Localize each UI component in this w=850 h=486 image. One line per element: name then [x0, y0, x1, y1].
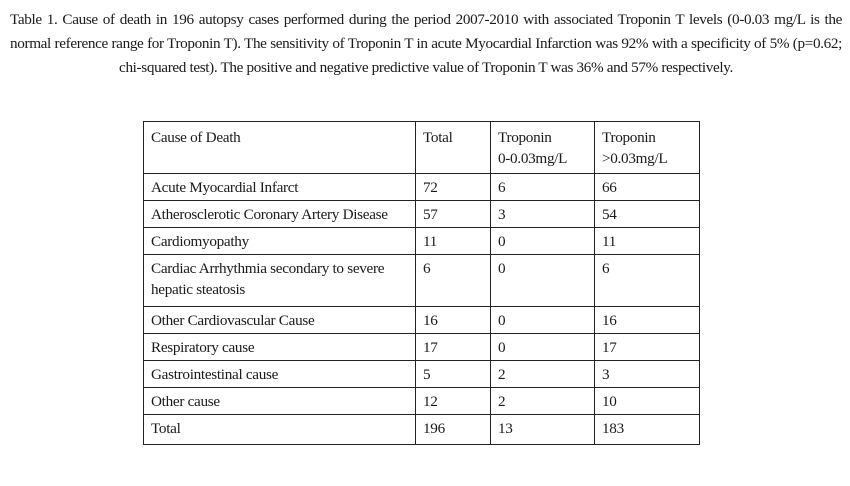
header-total — [416, 122, 491, 174]
table-row — [144, 307, 700, 334]
header-troponin-normal-line2: 0-0.03mg/L — [498, 150, 568, 167]
cell-troponin-normal: 0 — [491, 334, 595, 361]
cell-troponin-normal: 6 — [491, 174, 595, 201]
table-total-row — [144, 415, 700, 445]
total-troponin-elevated: 183 — [595, 415, 700, 445]
cell-troponin-elevated: 11 — [595, 228, 700, 255]
header-cause — [144, 122, 416, 174]
cell-troponin-elevated: 16 — [595, 307, 700, 334]
cell-total: 11 — [416, 228, 491, 255]
table-row — [144, 201, 700, 228]
header-troponin-elevated — [595, 122, 700, 174]
header-cause-label: Cause of Death — [151, 129, 241, 146]
cell-troponin-elevated: 54 — [595, 201, 700, 228]
total-troponin-normal: 13 — [491, 415, 595, 445]
cell-troponin-elevated: 66 — [595, 174, 700, 201]
cell-troponin-elevated: 17 — [595, 334, 700, 361]
cell-troponin-normal: 0 — [491, 307, 595, 334]
cell-cause: Acute Myocardial Infarct — [144, 174, 416, 201]
table-row — [144, 228, 700, 255]
cell-troponin-elevated: 10 — [595, 388, 700, 415]
cell-cause: Atherosclerotic Coronary Artery Disease — [144, 201, 416, 228]
cell-total: 12 — [416, 388, 491, 415]
cell-total: 5 — [416, 361, 491, 388]
cell-cause — [144, 255, 416, 307]
results-table — [143, 121, 700, 445]
cell-troponin-elevated: 6 — [595, 255, 700, 307]
header-total-label: Total — [423, 129, 453, 146]
cell-total: 6 — [416, 255, 491, 307]
caption-text: Table 1. Cause of death in 196 autopsy cases performed during the period 2007-2010 with associated Troponin T levels (0-0.03 mg/L is the normal reference range for Troponin T). The sensitivity of Troponin T in acute Myocardial Infarction was 92% with a specificity of 5% (p=0.62; chi-squared test). The positive and negative predictive value of Troponin T was 36% and 57% respectively. — [10, 11, 842, 76]
cell-total: 72 — [416, 174, 491, 201]
cell-troponin-normal: 2 — [491, 388, 595, 415]
cell-troponin-normal: 0 — [491, 228, 595, 255]
cell-total: 57 — [416, 201, 491, 228]
cell-total: 17 — [416, 334, 491, 361]
header-troponin-elevated-line1: Troponin — [602, 129, 656, 146]
table-header-row — [144, 122, 700, 174]
cell-cause: Other cause — [144, 388, 416, 415]
cell-cause-line1: Cardiac Arrhythmia secondary to severe — [151, 260, 385, 277]
cell-cause: Other Cardiovascular Cause — [144, 307, 416, 334]
cell-troponin-normal: 3 — [491, 201, 595, 228]
cell-cause: Respiratory cause — [144, 334, 416, 361]
cell-cause: Cardiomyopathy — [144, 228, 416, 255]
total-label: Total — [144, 415, 416, 445]
cell-troponin-elevated: 3 — [595, 361, 700, 388]
table-row — [144, 388, 700, 415]
cell-troponin-normal: 0 — [491, 255, 595, 307]
table-row — [144, 334, 700, 361]
table-row — [144, 174, 700, 201]
cell-cause-line2: hepatic steatosis — [151, 281, 246, 298]
total-count: 196 — [416, 415, 491, 445]
table-row — [144, 361, 700, 388]
cell-total: 16 — [416, 307, 491, 334]
table-row — [144, 255, 700, 307]
cell-troponin-normal: 2 — [491, 361, 595, 388]
table-caption — [10, 8, 842, 80]
header-troponin-normal-line1: Troponin — [498, 129, 552, 146]
header-troponin-elevated-line2: >0.03mg/L — [602, 150, 668, 167]
header-troponin-normal — [491, 122, 595, 174]
cell-cause: Gastrointestinal cause — [144, 361, 416, 388]
